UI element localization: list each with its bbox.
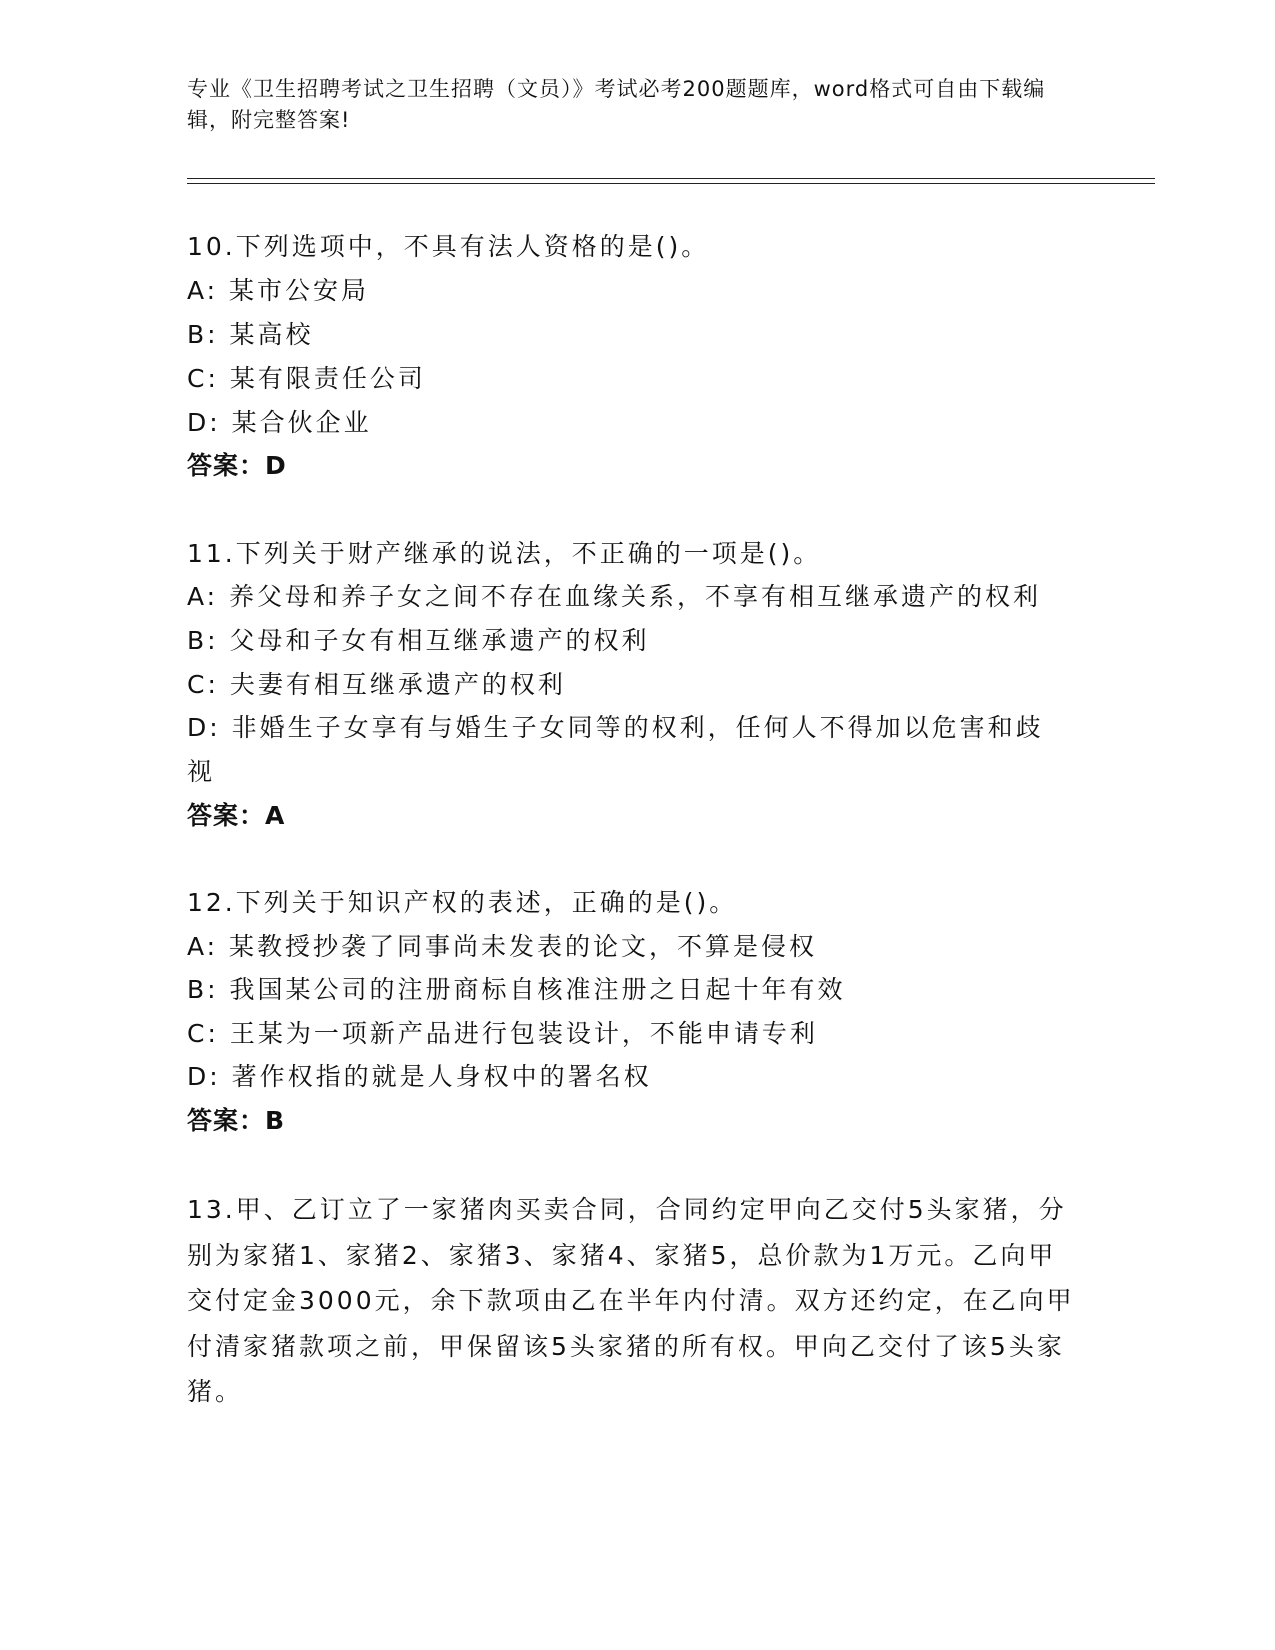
question-11-stem: 11.下列关于财产继承的说法，不正确的一项是()。 <box>187 539 822 568</box>
question-12-option-d: D: 著作权指的就是人身权中的署名权 <box>187 1062 652 1091</box>
document-header: 专业《卫生招聘考试之卫生招聘（文员）》考试必考200题题库，word格式可自由下载编辑，附完整答案! <box>187 77 1046 132</box>
question-12-option-a: A: 某教授抄袭了同事尚未发表的论文，不算是侵权 <box>187 932 818 961</box>
question-12-answer: 答案：B <box>187 1106 286 1135</box>
question-10-option-b: B: 某高校 <box>187 320 314 349</box>
question-11-option-d: D: 非婚生子女享有与婚生子女同等的权利，任何人不得加以危害和歧 <box>187 713 1044 742</box>
question-11-option-a: A: 养父母和养子女之间不存在血缘关系，不享有相互继承遗产的权利 <box>187 582 1042 611</box>
header-divider-top <box>187 178 1155 179</box>
header-divider-bottom <box>187 183 1155 184</box>
question-10-option-a: A: 某市公安局 <box>187 276 370 305</box>
question-10-option-c: C: 某有限责任公司 <box>187 364 426 393</box>
question-13-stem: 13.甲、乙订立了一家猪肉买卖合同，合同约定甲向乙交付5头家猪，分别为家猪1、家猪2、家猪3、家猪4、家猪5，总价款为1万元。乙向甲交付定金3000元，余下款项由乙在半年内付清。双方还约定，在乙向甲付清家猪款项之前，甲保留该5头家猪的所有权。甲向乙交付了该5头家猪。 <box>187 1195 1075 1406</box>
question-11-option-b: B: 父母和子女有相互继承遗产的权利 <box>187 626 650 655</box>
question-10-answer: 答案：D <box>187 451 287 480</box>
question-11-answer: 答案：A <box>187 801 286 830</box>
question-10-option-d: D: 某合伙企业 <box>187 408 372 437</box>
question-12-option-b: B: 我国某公司的注册商标自核准注册之日起十年有效 <box>187 975 846 1004</box>
question-11-option-c: C: 夫妻有相互继承遗产的权利 <box>187 670 566 699</box>
question-10-stem: 10.下列选项中，不具有法人资格的是()。 <box>187 232 710 261</box>
question-12-option-c: C: 王某为一项新产品进行包装设计，不能申请专利 <box>187 1019 818 1048</box>
question-12-stem: 12.下列关于知识产权的表述，正确的是()。 <box>187 888 738 917</box>
question-11-option-d-continued: 视 <box>187 757 216 786</box>
